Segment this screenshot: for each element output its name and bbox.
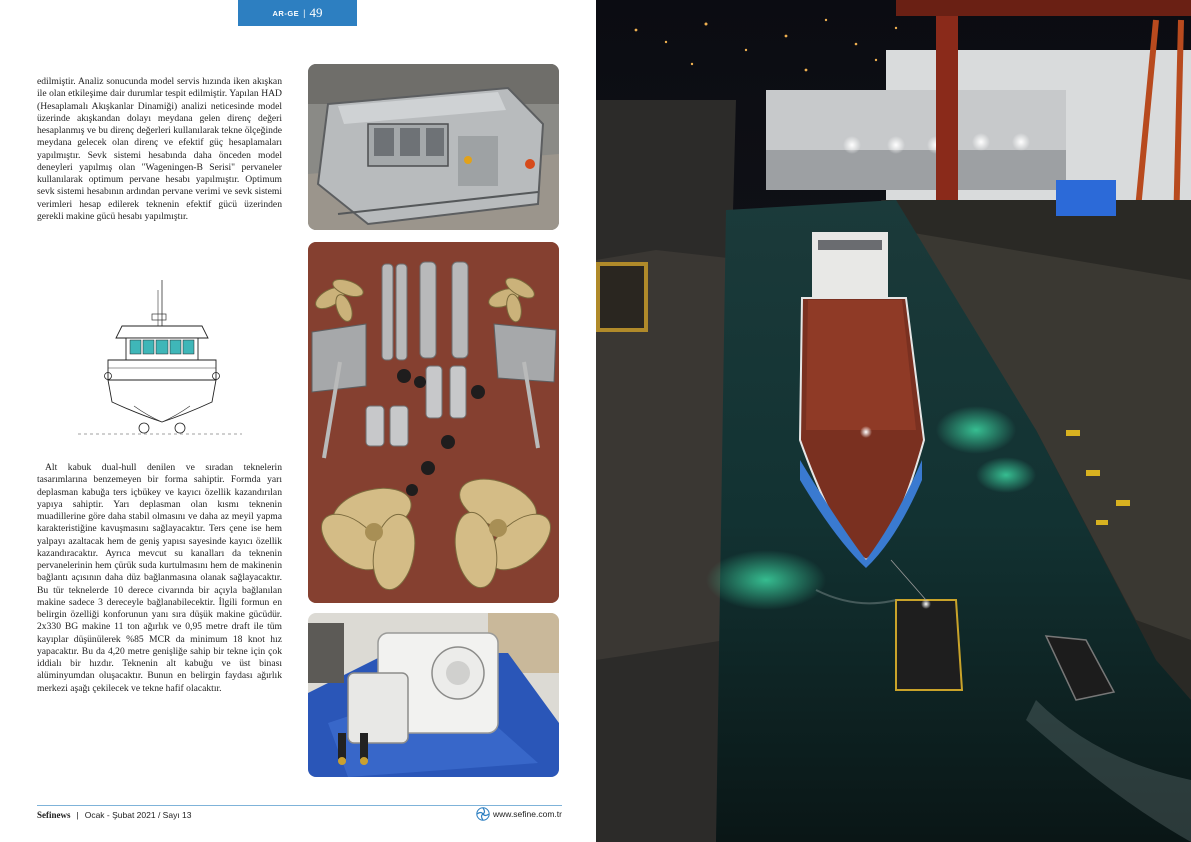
page-number: 49 xyxy=(309,5,323,20)
footer-issue: Ocak - Şubat 2021 / Sayı 13 xyxy=(84,810,192,820)
paragraph-1-text: edilmiştir. Analiz sonucunda model servis hızında iken akışkan ile olan etkileşime dair durumlar tespit edilmiştir. Yapılan HAD (Hesaplamalı Akışkanlar Dinamiği) analizi neticesinde model üzerinde akışkandan dolayı meydana gelen direnç değeri hesaplanmış ve bu direnç değerleri kullanılarak tekne ölçeğinde meydana gelecek olan direnç ve efektif güç hesaplamaları yapılmıştır. Sevk sistemi hesabında daha önceden model deneyleri yapılmış olan "Wageningen-B Serisi" pervaneler kullanılarak optimum pervane hesabı yapılmıştır. Optimum sevk sistemi hesabının ardından pervane verimi ve sevk sistemi verimleri hesap edilerek teknenin efektif gücü üzerinden gerekli makine gücü hesabı yapılmıştır. xyxy=(37,76,282,222)
footer-brand: Sefinews xyxy=(37,810,71,820)
paragraph-2-text: Alt kabuk dual-hull denilen ve sıradan teknelerin tasarımlarına benzemeyen bir forma sahiptir. Formda yarı deplasman kabuğa ters içbükey ve kayıcı özellik kazandırılan yapıya sahiptir. Yarı deplasman olan kısmı teknenin muadillerine göre daha stabil olmasını ve daha az meyil yapma karakteristiğine kavuşmasını sağlayacaktır. Ters çene ise hem yalpayı azaltacak hem de geniş yapısı sayesinde kayıcı özellik kazandıracaktır. Ayrıca mevcut su kanalları da teknenin pervanelerinin hem çürük suda kurtulmasını hem de makinenin bağlantı açısının daha düz bağlanmasına olanak sağlayacaktır. Bu tür teknelerde 10 derece civarında bir açıyla bağlanılan makine sadece 3 dereceyle bağlanabilecektir. İlgili formun en belirgin özelliği konforunun yanı sıra düşük makine gücüdür. 2x330 BG makine 11 ton ağırlık ve 0,95 metre draft ile tüm kayıplar düşünülerek %85 MCR da minimum 18 knot hız yapacaktır. Bu da 4,20 metre genişliğe sahip bir tekne için çok iddialı bir hızdır. Teknenin alt kabuğu ve üst binası alüminyumdan oluşacaktır. Bunun en belirgin faydası ağırlık merkezi aşağı çekilecek ve tekne hafif olacaktır. xyxy=(37,462,282,694)
marine-gearbox-photo xyxy=(308,613,559,777)
section-label: AR-GE xyxy=(272,8,300,18)
website-link[interactable]: www.sefine.com.tr xyxy=(493,809,562,819)
sefine-logo-icon xyxy=(476,807,490,821)
propellers-and-shafts-photo xyxy=(308,242,559,603)
footer-rule xyxy=(37,805,562,806)
footer-separator: | xyxy=(76,810,79,820)
shipyard-night-photo xyxy=(596,0,1191,842)
footer-website[interactable] xyxy=(476,807,562,821)
section-separator: | xyxy=(303,8,306,18)
section-header-tab xyxy=(238,0,357,26)
boat-construction-photo xyxy=(308,64,559,230)
boat-front-view-drawing xyxy=(78,276,242,442)
article-paragraph-2 xyxy=(37,462,282,695)
article-paragraph-1 xyxy=(37,76,282,223)
footer-publication-info xyxy=(37,810,192,820)
